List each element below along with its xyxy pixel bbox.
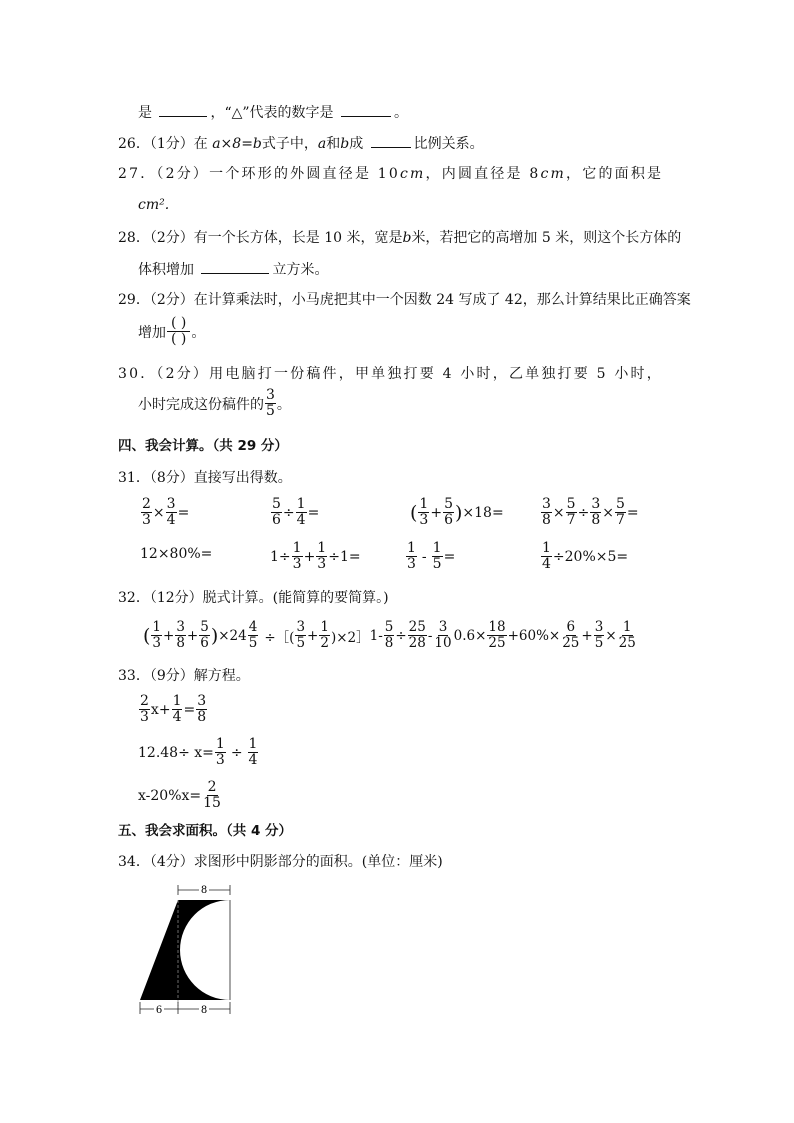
q31-item-d [540,497,639,528]
question-number: 34． [118,854,150,870]
equals: = [443,548,456,565]
fraction-denominator: 4 [166,512,176,528]
q25-text-a: 是 [138,105,152,121]
q33-equation-2 [138,737,259,768]
paren: ( [143,624,151,647]
q25-continuation [138,102,408,123]
q28-text: 米，若把它的高增加 5 米，则这个长方体的 [411,230,682,246]
operator: - [421,548,427,565]
fraction-denominator: 3 [140,709,149,725]
q31-item-e [140,546,212,562]
fraction-numerator: 2 [207,779,217,795]
equation-text: 12.48÷ x= [138,744,214,761]
operator: ÷ [577,504,590,521]
q34-text: 求图形中阴影部分的面积。(单位：厘米) [193,854,443,870]
label-top-8: 8 [200,885,208,896]
fraction-denominator: 8 [542,512,551,528]
fraction-numerator: 25 [408,619,426,635]
q28-var: b [402,230,412,246]
question-34 [118,852,443,872]
q31-text: 直接写出得数。 [193,470,292,486]
fraction-denominator: 15 [203,795,221,811]
operator: + [186,627,199,644]
q29-line2 [138,316,205,347]
fraction-numerator: 1 [292,540,302,556]
fraction-denominator: 5 [266,403,275,419]
answer-blank[interactable] [159,102,207,117]
q29-text: 增加 [138,324,166,341]
q31-expression: 12×80%= [140,546,213,562]
operator: ÷ [282,504,295,521]
q30-text: 。 [276,396,291,413]
fraction-numerator: 1 [542,540,551,556]
q26-text: 式子中， [261,136,318,152]
q31-item-g [405,541,455,572]
question-32 [118,588,389,608]
q26-text: 在 [193,136,208,152]
fraction-numerator: 1 [407,540,416,556]
operator: - [427,627,433,644]
q26-text: 成 [349,136,364,152]
operator: ÷ [395,627,407,644]
fraction-denominator: 2 [320,635,329,651]
section-5-title: 五、我会求面积。（共 4 分） [118,823,293,839]
question-28 [118,228,681,248]
q30-text: 小时完成这份稿件的 [138,396,264,413]
operator: ÷ [230,744,243,761]
q31-tail: ÷20%×5= [552,548,629,565]
fraction-denominator: 4 [248,752,258,768]
shaded-region [140,900,230,1000]
fraction-numerator: 5 [615,496,625,512]
q26-text: 和 [326,136,341,152]
fraction-denominator: 3 [152,635,162,651]
fraction-numerator: 1 [432,540,442,556]
question-score: （2分） [156,366,210,382]
fraction-numerator: 5 [444,496,453,512]
fraction-numerator: 5 [384,619,394,635]
question-score: （12分） [149,590,203,606]
question-score: （4分） [149,854,194,870]
fraction-numerator: 3 [296,619,306,635]
answer-blank[interactable] [371,133,411,148]
question-score: （1分） [149,136,194,152]
q31-item-f [270,541,361,572]
equals: = [183,701,196,718]
label-bottom-6: 6 [155,1005,163,1016]
fraction-numerator: 3 [197,693,207,709]
fraction-numerator: 5 [200,619,209,635]
question-29 [118,290,691,310]
q31-tail: ×18= [462,504,504,521]
fraction-numerator: 3 [166,496,176,512]
question-30 [118,364,663,384]
equation-text: x-20%x= [138,787,202,804]
question-number: 26． [118,136,150,152]
fraction-denominator: 3 [292,556,302,572]
fraction-numerator: 1 [172,693,182,709]
fraction-denominator: 25 [562,635,580,651]
fraction-denominator: 6 [444,512,453,528]
q31-item-h [540,541,628,572]
fraction-numerator: 1 [419,496,429,512]
q26-var: a [317,136,327,152]
operator: + [581,627,593,644]
fraction-numerator: 1 [320,619,329,635]
question-score: （2分） [149,292,194,308]
q34-figure [130,882,240,1018]
fraction-numerator: 4 [248,619,258,635]
q32-expression: +60%× [507,627,561,644]
q32-expression: 0.6× [453,627,487,644]
equals: = [626,504,639,521]
fraction-denominator: 3 [142,512,151,528]
fraction-denominator: 3 [215,752,225,768]
question-number: 29． [118,292,150,308]
q32-expression: 1- [369,627,383,644]
q28-text: 立方米。 [272,262,329,278]
question-number: 31． [118,470,150,486]
operator: × [605,627,617,644]
q31-item-b [270,497,319,528]
q31-expression: 1÷ [270,548,291,565]
operator: × [152,504,165,521]
fraction-denominator: 7 [615,512,625,528]
fraction-numerator: 2 [140,693,149,709]
paren: ) [210,624,219,647]
question-score: （8分） [149,470,194,486]
fraction-denominator: 4 [172,709,182,725]
fraction-denominator: 28 [408,635,426,651]
fraction-denominator: 7 [566,512,576,528]
q27-text: ，内圆直径是 8 [425,166,541,182]
q33-text: 解方程。 [193,668,250,684]
q31-tail: ÷1= [328,548,361,565]
fraction-denominator: 8 [384,635,394,651]
fraction-numerator: 2 [142,496,151,512]
fraction-denominator: 5 [594,635,604,651]
fraction-numerator: 3 [438,619,448,635]
label-bottom-8: 8 [200,1005,208,1016]
operator: + [303,548,316,565]
fraction-denominator: 6 [272,512,281,528]
q27-unit: cm [400,166,426,182]
q25-text-b: ，“△”代表的数字是 [210,105,334,121]
fraction-denominator: 5 [248,635,258,651]
fraction-denominator: 25 [618,635,636,651]
fraction-denominator: 3 [407,556,416,572]
q31-item-c [410,497,504,528]
operator: × [602,504,614,521]
fraction-numerator: 5 [272,496,281,512]
fraction-denominator: 10 [434,635,452,651]
fraction-numerator: 5 [566,496,576,512]
fraction-denominator: 3 [317,556,327,572]
fraction-denominator: 4 [542,556,551,572]
question-number: 27． [118,166,157,182]
question-number: 32． [118,590,150,606]
q32-expression: ×24 [218,627,247,644]
operator: + [307,627,319,644]
fraction-denominator: 5 [296,635,306,651]
question-31 [118,468,292,488]
question-number: 28． [118,230,150,246]
question-33 [118,666,250,686]
question-score: （2分） [156,166,210,182]
fraction-denominator: 8 [591,512,601,528]
question-score: （2分） [149,230,194,246]
answer-blank[interactable] [201,259,269,274]
q28-text: 体积增加 [138,262,194,278]
fraction-numerator: 1 [152,619,162,635]
q27-area-unit: cm². [138,197,170,213]
fraction-numerator: 3 [591,496,601,512]
fraction-numerator: 1 [296,496,306,512]
q27-unit-line [138,195,169,215]
answer-blank[interactable] [341,102,391,117]
question-score: （9分） [149,668,194,684]
q27-text: 一个环形的外圆直径是 10 [209,166,401,182]
question-26 [118,133,484,154]
equation-text: x+ [150,701,171,718]
fraction-denominator: 8 [197,709,207,725]
question-number: 33． [118,668,150,684]
q28-line2 [138,259,328,280]
equals: = [177,504,190,521]
fraction-denominator: 4 [296,512,306,528]
question-number: 30． [118,366,157,382]
q31-item-a [140,497,189,528]
fraction-numerator: 3 [594,619,604,635]
fraction-numerator: 3 [176,619,185,635]
q28-text: 有一个长方体，长是 10 米，宽是 [193,230,403,246]
section-4-title: 四、我会计算。（共 29 分） [118,438,288,454]
fraction-denominator: 5 [432,556,442,572]
fraction-numerator: 3 [542,496,551,512]
fraction-numerator: 18 [488,619,506,635]
fraction-denominator: ( ) [171,331,187,347]
q32-text: 脱式计算。(能简算的要简算。) [202,590,389,606]
q27-unit: cm [540,166,567,182]
fraction-numerator: 1 [248,736,258,752]
fraction-denominator: 3 [419,512,429,528]
fraction-numerator: 3 [266,387,275,403]
q32-expressions [143,620,638,651]
q30-fraction [265,388,276,419]
q29-text: 。 [191,324,206,341]
q30-line2 [138,388,291,419]
operator: × [552,504,565,521]
question-27 [118,164,663,184]
paren: ) [455,501,463,524]
operator: + [163,627,175,644]
q33-equation-1 [138,694,208,725]
fraction-numerator: 1 [622,619,632,635]
q32-expression: )×2］ [330,629,370,646]
q30-text: 用电脑打一份稿件，甲单独打要 4 小时，乙单独打要 5 小时， [209,366,663,382]
q32-expression: ÷［( [264,629,295,646]
q33-equation-3 [138,780,223,811]
fraction-numerator: 6 [566,619,576,635]
q26-expression: a×8=b [212,136,262,152]
q26-text: 比例关系。 [413,136,484,152]
paren: ( [410,501,418,524]
q29-text: 在计算乘法时，小马虎把其中一个因数 24 写成了 42，那么计算结果比正确答案 [193,292,691,308]
q27-text: ，它的面积是 [566,166,664,182]
q25-text-c: 。 [394,105,408,121]
fraction-numerator: 1 [215,736,225,752]
fraction-denominator: 8 [176,635,185,651]
q26-var: b [340,136,350,152]
fraction-denominator: 6 [200,635,209,651]
fraction-denominator: 25 [488,635,506,651]
fraction-numerator: 1 [317,540,327,556]
equals: = [307,504,320,521]
q29-answer-fraction[interactable] [167,316,190,347]
operator: + [430,504,443,521]
fraction-numerator: ( ) [167,316,190,332]
